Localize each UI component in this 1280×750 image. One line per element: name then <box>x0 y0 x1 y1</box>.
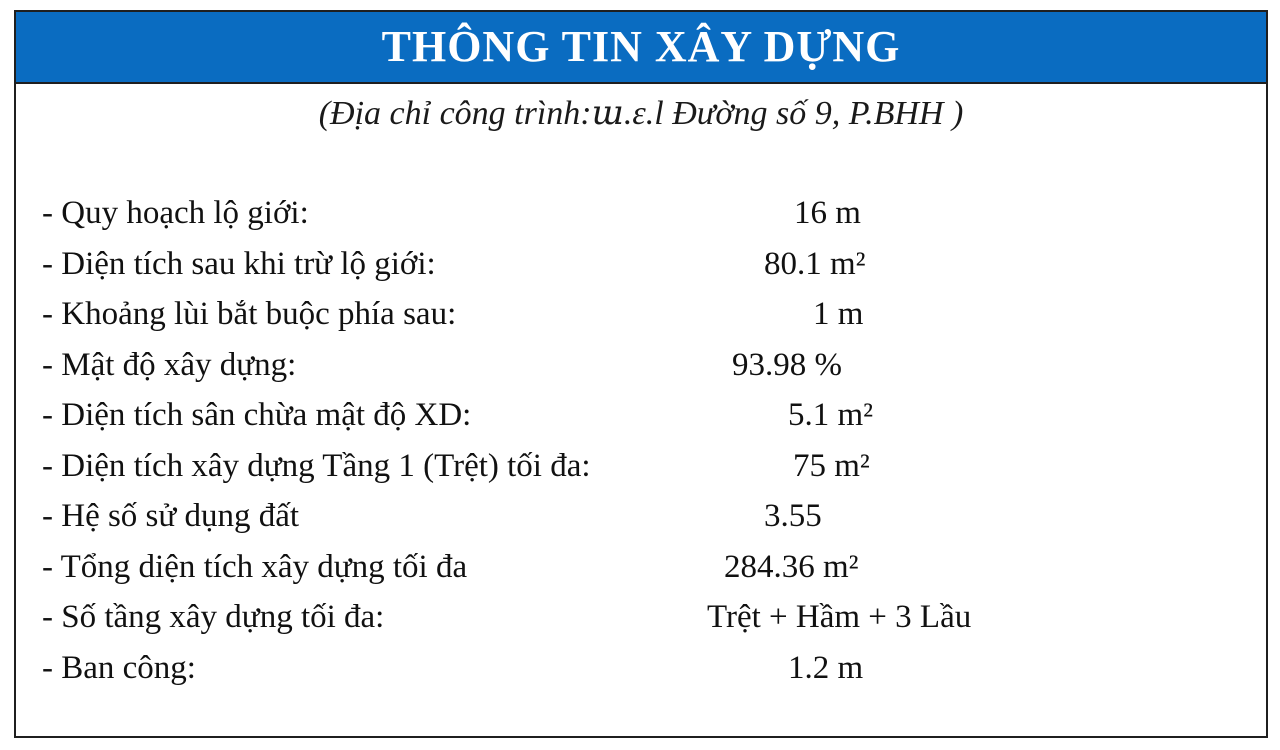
spec-row-ground-floor-area <box>42 441 1242 492</box>
spec-value: 80.1 m² <box>764 245 866 282</box>
spec-label: - Tổng diện tích xây dựng tối đa <box>42 548 468 585</box>
page-title: THÔNG TIN XÂY DỰNG <box>381 22 901 71</box>
spec-row-land-use-coefficient <box>42 491 1242 542</box>
spec-value: 16 m <box>794 195 861 231</box>
address-subtitle: (Địa chỉ công trình:ա.ɛ.l Đường số 9, P.BHH ) <box>318 95 964 132</box>
spec-value: Trệt + Hầm + 3 Lầu <box>707 599 972 635</box>
spec-label: - Số tầng xây dựng tối đa: <box>42 599 385 635</box>
spec-value: 1.2 m <box>788 649 864 686</box>
spec-row-building-density <box>42 340 1242 391</box>
spec-label: - Hệ số sử dụng đất <box>42 498 300 534</box>
info-card <box>14 10 1268 738</box>
spec-value: 1 m <box>813 296 864 332</box>
spec-value: 93.98 % <box>732 346 842 383</box>
spec-label: - Ban công: <box>42 649 196 686</box>
spec-row-area-after-boundary <box>42 239 1242 290</box>
spec-label: - Diện tích sân chừa mật độ XD: <box>42 397 472 433</box>
spec-label: - Quy hoạch lộ giới: <box>42 195 309 231</box>
spec-value: 284.36 m² <box>724 548 859 585</box>
spec-value: 5.1 m² <box>788 397 874 433</box>
spec-label: - Diện tích xây dựng Tầng 1 (Trệt) tối đa: <box>42 447 591 484</box>
spec-value: 3.55 <box>764 498 822 534</box>
spec-list <box>42 188 1242 693</box>
spec-row-total-floor-area <box>42 542 1242 593</box>
spec-label: - Diện tích sau khi trừ lộ giới: <box>42 245 436 282</box>
spec-label: - Khoảng lùi bắt buộc phía sau: <box>42 296 457 332</box>
spec-row-balcony <box>42 643 1242 694</box>
spec-row-road-boundary <box>42 188 1242 239</box>
spec-row-max-floors <box>42 592 1242 643</box>
title-banner <box>16 12 1266 84</box>
spec-row-yard-area <box>42 390 1242 441</box>
spec-value: 75 m² <box>793 447 870 484</box>
spec-label: - Mật độ xây dựng: <box>42 346 297 383</box>
spec-row-rear-setback <box>42 289 1242 340</box>
